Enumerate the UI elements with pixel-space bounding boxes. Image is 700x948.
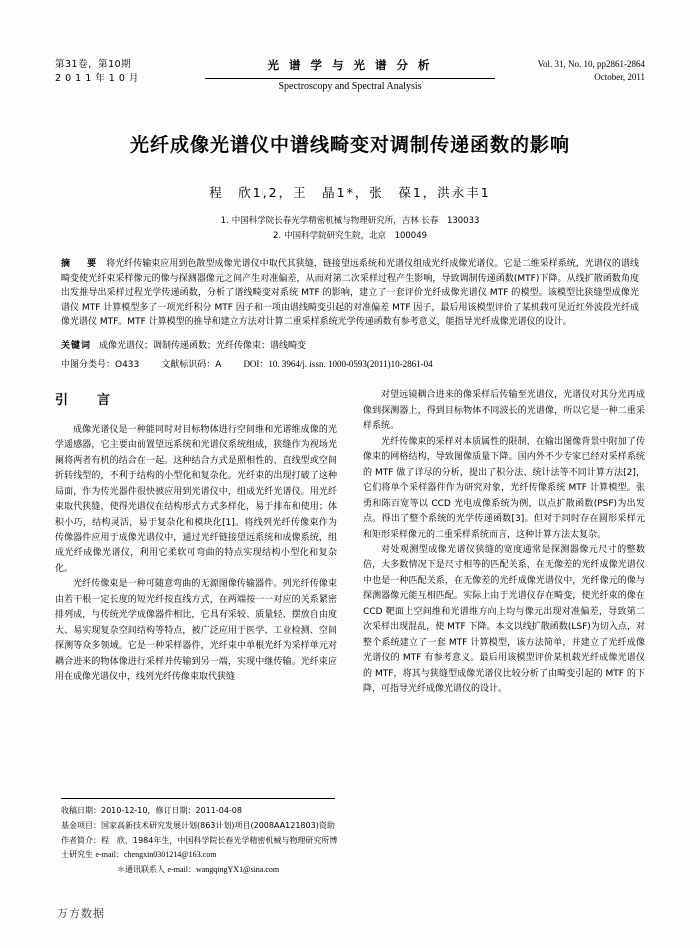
volume-info-cn [55,58,205,86]
affiliation-item [55,214,645,228]
volume-en-line2: October, 2011 [594,72,645,83]
affiliation-text: 中国科学院长春光学精密机械与物理研究所，吉林 长春 130033 [231,216,480,227]
wanfang-watermark: 万方数据 [57,907,105,920]
paragraph: 成像光谱仪是一种能同时对目标物体进行空间维和光谱维成像的光学遥感器，它主要由前置望远系统和光谱仪系统组成，狭缝作为视场光阑将两者有机的结合在一起。这种结合方式是照相性的、直线型或空间折转线型的，不利于结构的小型化和复杂化。光纤束的出现打破了这种局面，作为传光器件很快被应用到光谱仪中，组成光纤光谱仪。用光纤束取代狭缝，使得光谱仪在结构形式方式多样化，易于排布和使用；体积小巧，结构灵活，易于复杂化和模块化[1]。将线列光纤传像束作为传像器件应用于成像光谱仪中，通过光纤链接望远系统和成像系统，组成光纤成像光谱仪，利用它柔软可弯曲的特点实现结构小型化和复杂化。 [55,424,337,574]
classification-block [55,357,645,370]
footnote-author-bio [61,834,341,864]
affiliation-number: 2. [272,230,282,241]
author-list: 程 欣1,2，王 晶1*，张 葆1，洪永丰1 [209,185,491,201]
paragraph: 对处观测型成像光谱仪狭缝的宽度通常是探测器像元尺寸的整数倍，大多数情况下是尺寸相等的匹配关系，在无像差的光纤成像光谱仪中也是一种匹配关系，在无像差的光纤成像光谱仪中，光纤像元的像与探测器像元能互相匹配。实际上由于光谱仪存在畸变，使光纤束的像在 CCD 靶面上空间维和光谱维方向上均与像元出现对准偏差，导致第二次采样出现混乱，使 MTF 下降。本文以线扩散函数(LSF)为切入点，对整个系统建立了一套 MTF 计算模型，该方法简单，并建立了光纤成像光谱仪的 MTF 有参考意义。最后用该模型评价某机载光纤成像光谱仪的 MTF，将其与狭缝型成像光谱仪比较分析了由畸变引起的 MTF 的下降，可指导光纤成像光谱仪的设计。 [363,545,645,695]
left-column [55,388,337,697]
clc-number: 中图分类号：O433 [61,360,140,371]
footnote-dates: 收稿日期：2010-12-10，修订日期：2011-04-08 [61,806,242,815]
affiliation-item [55,229,645,243]
keywords-label: 关键词 [61,340,92,351]
keywords-block [55,339,645,353]
affiliation-text: 中国科学院研究生院，北京 100049 [284,230,428,241]
abstract-label: 摘 要 [61,259,101,270]
abstract-block [55,257,645,330]
volume-cn-line2: 2 0 1 1 年 1 0 月 [55,72,139,84]
journal-name-en: Spectroscopy and Spectral Analysis [278,80,422,92]
volume-cn-line1: 第31卷，第10期 [55,59,132,70]
header-rule [205,78,495,79]
doi-text: DOI：10. 3964/j. issn. 1000-0593(2011)10-2861-04 [243,359,433,370]
abstract-text: 将光纤传输束应用到色散型成像光谱仪中取代其狭缝，链接望远系统和光谱仪组成光纤成像光谱仪。它是二维采样系统，光谱仪的谱线畸变使光纤束采样像元的像与探测器像元之间产生对准偏差，从而对第二次采样过程产生影响，导致调制传递函数(MTF)下降。从线扩散函数角度出发推导出采样过程光学传递函数，分析了谱线畸变对系统 MTF 的影响，建立了一套评价光纤成像光谱仪 MTF 的模型。该模型比狭缝型成像光谱仪 MTF 计算模型多了一项光纤积分 MTF 因子和一项由谱线畸变引起的对准偏差 MTF 因子，最后用该模型评价了某机载可见近红外波段光纤成像光谱仪 MTF。MTF 计算模型的推导和建立方法对计算二重采样系统光学传递函数有参考意义，能指导光纤成像光谱仪的设计。 [61,259,639,328]
volume-en-line1: Vol. 31, No. 10, pp2861-2864 [537,59,645,69]
footnote-funding: 基金项目：国家高新技术研究发展计划(863计划)项目(2008AA121803)资助 [61,820,335,830]
footnote-corresponding-label: ＊通讯联系人 [117,865,165,875]
paragraph: 光纤传像束的采样对本质属性的限制，在输出图像背景中附加了传像束的网格结构，导致图像质量下降。国内外不少专家已经对采样系统的 MTF 做了详尽的分析，提出了积分法、统计法等不同计算方法[2]，它们将单个采样器件作为研究对象，光纤传像系统 MTF 计算模型。张勇和陈百宽等以 CCD 光电成像系统为例，以点扩散函数(PSF)为出发点。得出了整个系统的光学传递函数[3]。但对于同时存在圆形采样元和矩形采样像元的二重采样系统而言，这种计算方法太复杂。 [363,436,645,540]
section-heading-introduction: 引 言 [55,393,119,409]
paragraph: 光纤传像束是一种可随意弯曲的无源图像传输器件。列光纤传像束由若干根一定长度的短光纤按直线方式，在两端按一一对应的关系紧密排列成，与传统光学成像器件相比，它具有采较、质量轻、摆放自由度大、易实现复杂空间结构等特点，被广泛应用于医学、工业检测、空间探测等众多领域。它是一种采样器件，光纤束中单根光纤为采样单元对耦合进来的物体像进行采样并传输到另一端，实现中继传输。光纤束应用在成像光谱仪中，线列光纤传像束取代狭缝 [55,579,337,683]
page-content [55,58,645,698]
paper-title: 光纤成像光谱仪中谱线畸变对调制传递函数的影响 [129,134,570,157]
keywords-text: 成像光谱仪；调制传递函数；光纤传像束；谱线畸变 [99,340,307,351]
footnotes-block [61,798,341,878]
right-column [363,388,645,697]
footnote-author-email: e-mail：chengxin0301214@163.com [95,850,217,860]
affiliations [55,214,645,243]
document-code: 文献标识码：A [161,360,222,371]
paragraph: 对望远镜耦合进来的像采样后传输至光谱仪，光谱仪对其分光再成像到探测器上，得到目标物体不同波长的光谱像，所以它是一种二重采样系统。 [363,390,645,432]
journal-name-cn: 光 谱 学 与 光 谱 分 析 [267,58,433,72]
footnote-corresponding-email: e-mail：wangqingYX1@sina.com [167,865,280,875]
affiliation-number: 1. [220,216,229,227]
footnote-corresponding [61,863,341,878]
volume-info-en [495,58,645,84]
footnote-rule [61,798,335,799]
journal-name [205,57,495,94]
journal-header [55,58,645,94]
footnote-author-bio-text: 作者简介：程 欣，1984年生，中国科学院长春光学精密机械与物理研究所博士研究生 [61,835,338,860]
body-columns [55,388,645,697]
